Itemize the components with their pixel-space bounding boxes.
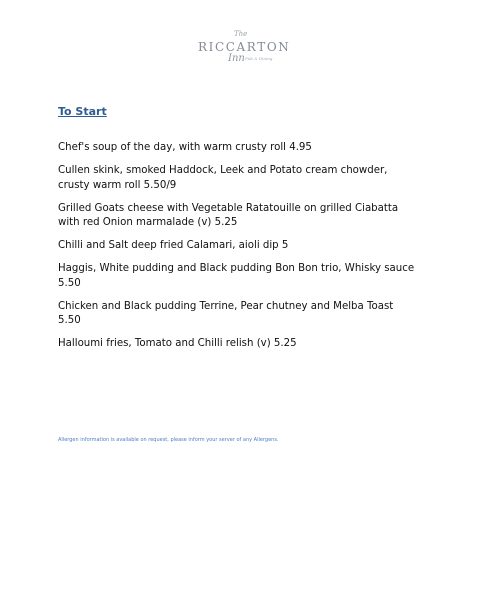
- menu-item: Grilled Goats cheese with Vegetable Ratatouille on grilled Ciabatta with red Onion marmalade (v) 5.25: [58, 202, 399, 228]
- menu-item: Chef's soup of the day, with warm crusty roll 4.95: [58, 142, 312, 153]
- riccarton-inn-logo: [190, 30, 290, 70]
- logo-the-text: The: [234, 30, 248, 38]
- menu-item: Chilli and Salt deep fried Calamari, aioli dip 5: [58, 240, 289, 251]
- logo-tagline-text: Pub & Dining: [245, 56, 273, 61]
- menu-item: Halloumi fries, Tomato and Chilli relish (v) 5.25: [58, 338, 297, 349]
- logo-inn-text: Inn: [228, 53, 245, 64]
- menu-item: Chicken and Black pudding Terrine, Pear chutney and Melba Toast 5.50: [58, 300, 394, 326]
- starter-menu-list: [58, 141, 418, 360]
- allergen-footer-note: Allergen information is available on request, please inform your server of any Allergens.: [58, 437, 279, 443]
- logo-name-text: RICCARTON: [198, 40, 291, 54]
- section-title-to-start: To Start: [58, 105, 107, 118]
- menu-item: Cullen skink, smoked Haddock, Leek and Potato cream chowder, crusty warm roll 5.50/9: [58, 165, 388, 191]
- menu-item: Haggis, White pudding and Black pudding Bon Bon trio, Whisky sauce 5.50: [58, 263, 415, 289]
